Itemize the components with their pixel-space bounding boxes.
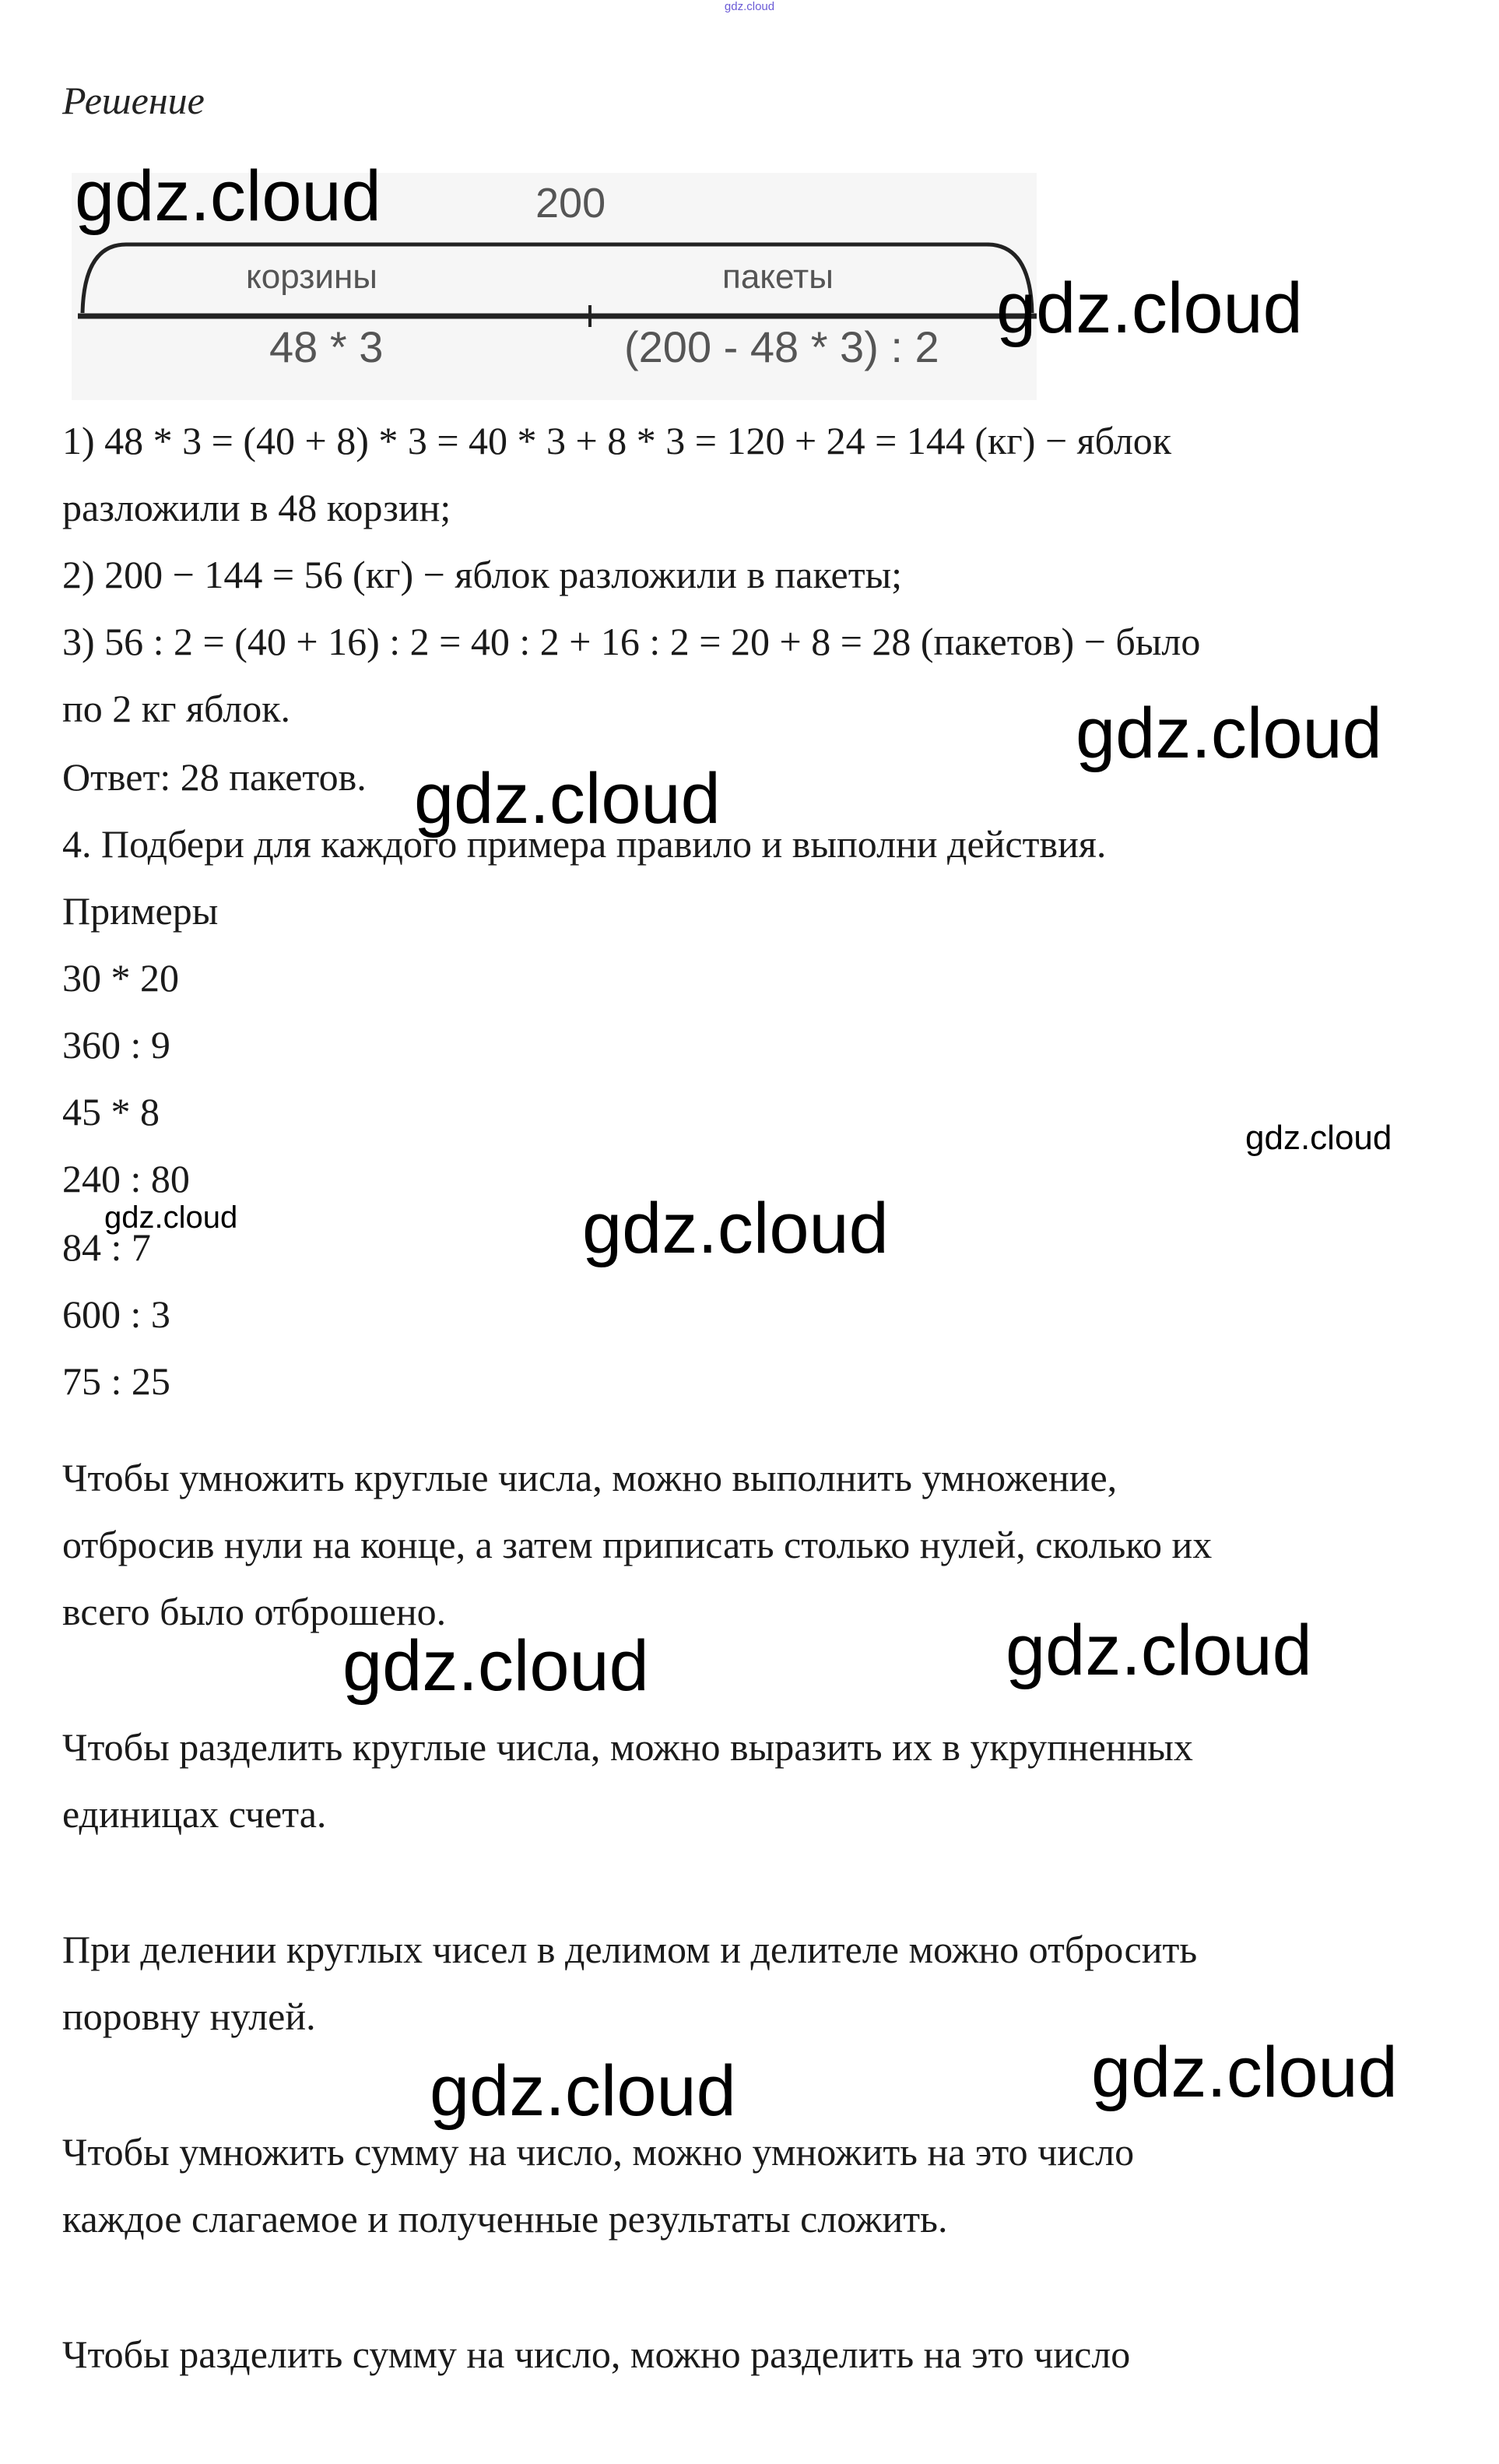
rule-line: всего было отброшено. [62, 1590, 447, 1633]
example-item: 45 * 8 [62, 1090, 160, 1134]
watermark: gdz.cloud [342, 1626, 649, 1706]
diagram-left-expr: 48 * 3 [269, 322, 384, 371]
watermark: gdz.cloud [1091, 2033, 1398, 2112]
top-watermark: gdz.cloud [724, 0, 775, 13]
answer-line: Ответ: 28 пакетов. [62, 755, 367, 799]
example-item: 240 : 80 [62, 1157, 190, 1200]
rule-line: Чтобы разделить сумму на число, можно разделить на это число [62, 2332, 1131, 2376]
solution-line: 2) 200 − 144 = 56 (кг) − яблок разложили в пакеты; [62, 553, 903, 596]
rule-line: поровну нулей. [62, 1995, 316, 2038]
watermark: gdz.cloud [1076, 694, 1382, 773]
watermark: gdz.cloud [75, 156, 381, 236]
task4-title: 4. Подбери для каждого примера правило и выполни действия. [62, 822, 1107, 866]
watermark: gdz.cloud [996, 269, 1303, 348]
solution-line: 3) 56 : 2 = (40 + 16) : 2 = 40 : 2 + 16 : 2 = 20 + 8 = 28 (пакетов) − было [62, 620, 1201, 663]
diagram-right-label: пакеты [722, 258, 834, 296]
watermark: gdz.cloud [1006, 1611, 1312, 1690]
rule-line: Чтобы разделить круглые числа, можно выразить их в укрупненных [62, 1725, 1193, 1769]
solution-line: разложили в 48 корзин; [62, 486, 451, 529]
example-item: 30 * 20 [62, 956, 179, 1000]
watermark: gdz.cloud [1245, 1119, 1392, 1157]
example-item: 360 : 9 [62, 1023, 170, 1067]
solution-line: по 2 кг яблок. [62, 687, 290, 730]
rule-line: Чтобы умножить сумму на число, можно умножить на это число [62, 2130, 1135, 2174]
rule-line: единицах счета. [62, 1792, 327, 1836]
watermark: gdz.cloud [104, 1200, 238, 1235]
rule-line: отбросив нули на конце, а затем приписать столько нулей, сколько их [62, 1523, 1213, 1566]
rule-line: каждое слагаемое и полученные результаты сложить. [62, 2197, 948, 2241]
solution-heading: Решение [62, 79, 205, 122]
diagram-right-expr: (200 - 48 * 3) : 2 [624, 322, 939, 371]
example-item: 75 : 25 [62, 1359, 170, 1403]
watermark: gdz.cloud [582, 1189, 889, 1268]
example-item: 600 : 3 [62, 1292, 170, 1336]
diagram-left-label: корзины [246, 258, 377, 296]
example-item: 84 : 7 [62, 1225, 151, 1269]
watermark: gdz.cloud [430, 2051, 736, 2131]
rule-line: Чтобы умножить круглые числа, можно выполнить умножение, [62, 1456, 1118, 1499]
watermark: gdz.cloud [414, 759, 721, 838]
rule-line: При делении круглых чисел в делимом и делителе можно отбросить [62, 1928, 1198, 1971]
diagram-total: 200 [535, 180, 606, 227]
solution-line: 1) 48 * 3 = (40 + 8) * 3 = 40 * 3 + 8 * 3 = 120 + 24 = 144 (кг) − яблок [62, 419, 1172, 462]
examples-title: Примеры [62, 889, 219, 933]
